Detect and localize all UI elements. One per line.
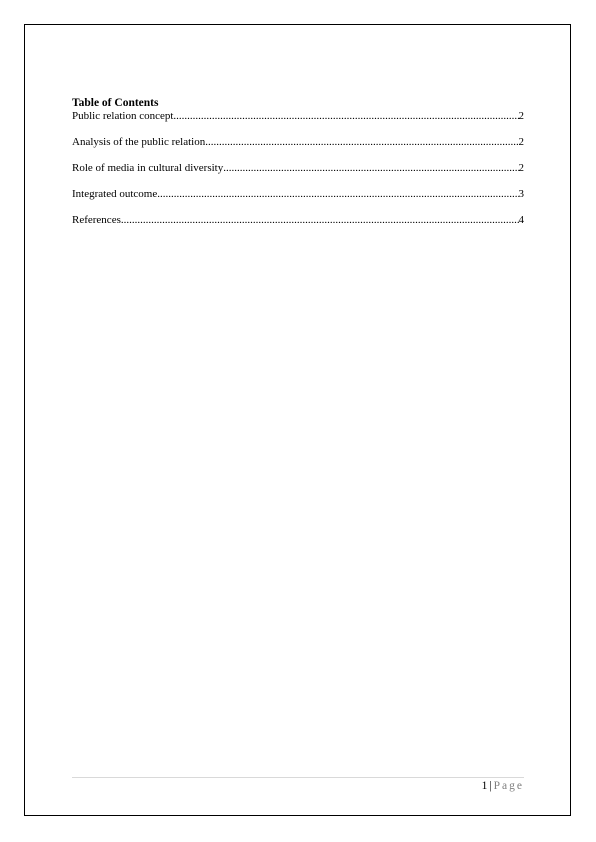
- toc-entry-page: 2: [518, 136, 524, 148]
- toc-entry-page: 2: [518, 162, 524, 174]
- toc-entry-title: Analysis of the public relation: [72, 136, 206, 148]
- toc-entry[interactable]: [72, 188, 524, 201]
- toc-entry-title: Public relation concept: [72, 110, 174, 122]
- toc-entry-title: References: [72, 214, 121, 226]
- toc-entry-title: Integrated outcome: [72, 188, 158, 200]
- toc-entry-title: Role of media in cultural diversity: [72, 162, 224, 174]
- toc-dot-leader: [157, 188, 518, 201]
- footer-page-number: 1: [481, 780, 488, 792]
- toc-entry-page: 2: [518, 110, 524, 122]
- toc-entry[interactable]: [72, 136, 524, 149]
- page-footer: [72, 779, 524, 793]
- table-of-contents: [72, 96, 524, 240]
- toc-entry[interactable]: [72, 162, 524, 175]
- toc-dot-leader: [121, 214, 519, 227]
- footer-divider: [72, 777, 524, 778]
- toc-entry[interactable]: [72, 110, 524, 123]
- toc-dot-leader: [173, 110, 518, 123]
- toc-dot-leader: [205, 136, 518, 149]
- toc-heading: Table of Contents: [72, 97, 159, 109]
- footer-page-word: Page: [493, 780, 524, 792]
- toc-list: [72, 110, 524, 227]
- toc-entry[interactable]: [72, 214, 524, 227]
- toc-entry-page: 3: [518, 188, 524, 200]
- toc-dot-leader: [223, 162, 518, 175]
- footer-separator: |: [489, 780, 492, 792]
- toc-entry-page: 4: [518, 214, 524, 226]
